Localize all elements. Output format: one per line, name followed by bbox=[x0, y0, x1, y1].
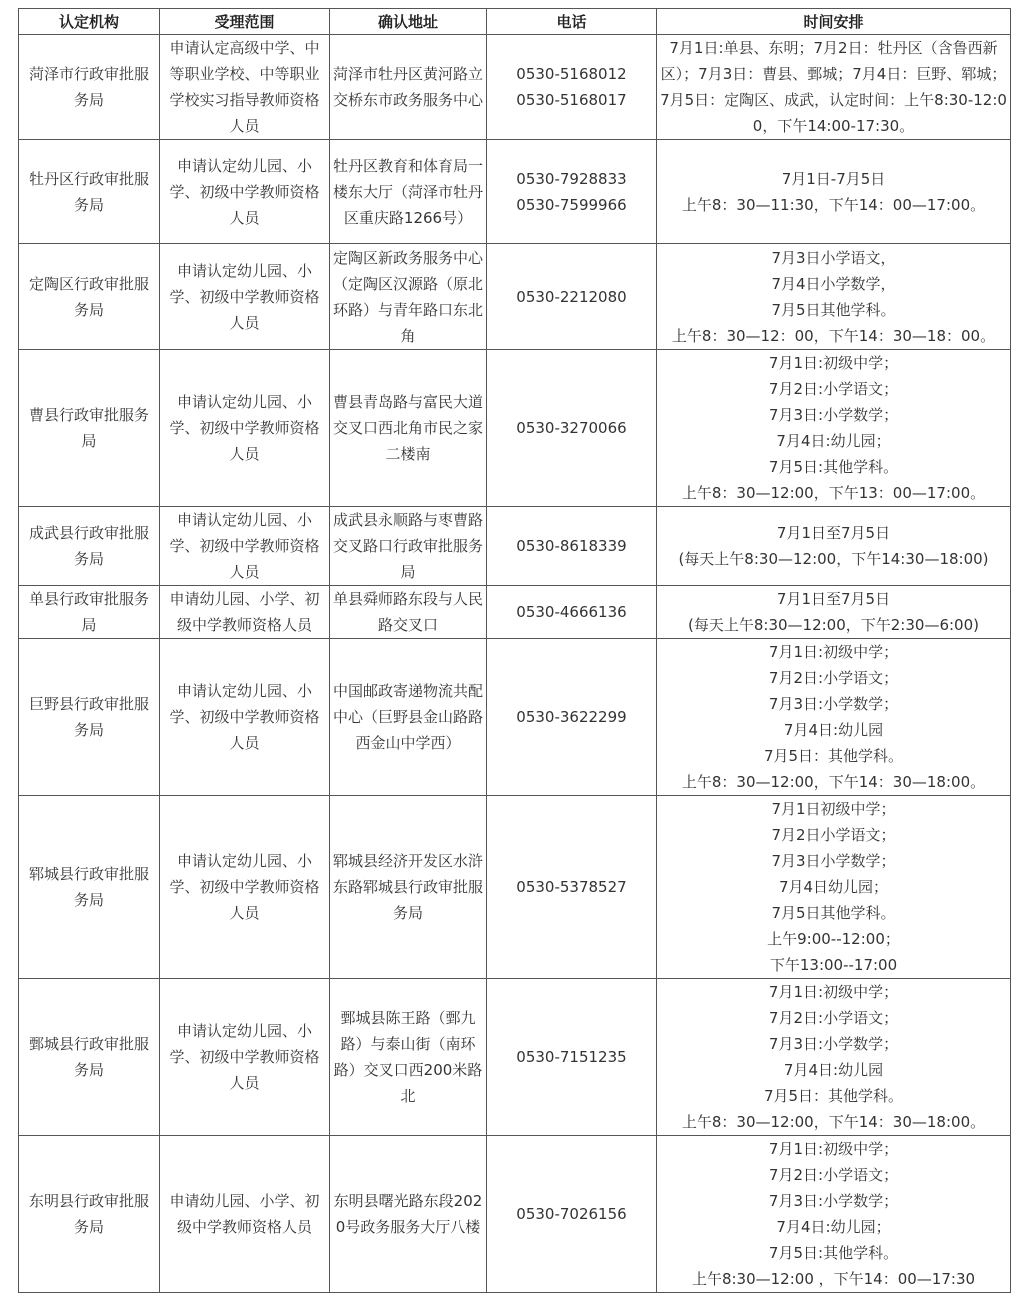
phone-number: 0530-3270066 bbox=[516, 419, 627, 437]
schedule-line: 7月2日:小学语文； bbox=[768, 380, 899, 398]
schedule-line: 7月2日:小学语文； bbox=[768, 669, 899, 687]
cell-scope: 申请认定幼儿园、小学、初级中学教师资格人员 bbox=[160, 979, 330, 1136]
cell-scope: 申请幼儿园、小学、初级中学教师资格人员 bbox=[160, 1136, 330, 1293]
phone-number: 0530-5378527 bbox=[516, 878, 627, 896]
table-row bbox=[19, 140, 1011, 244]
schedule-line: 上午8:30—12:00 ，下午14：00—17:30 bbox=[691, 1270, 976, 1288]
schedule-line: 7月1日:初级中学； bbox=[768, 983, 899, 1001]
schedule-line: 7月1日:初级中学； bbox=[768, 1140, 899, 1158]
cell-org: 成武县行政审批服务局 bbox=[19, 507, 160, 586]
schedule-line: 7月1日至7月5日 bbox=[776, 524, 891, 542]
table-row bbox=[19, 35, 1011, 140]
phone-number: 0530-3622299 bbox=[516, 708, 627, 726]
schedule-line: 7月5日:其他学科。 bbox=[768, 1244, 899, 1262]
cell-org: 巨野县行政审批服务局 bbox=[19, 639, 160, 796]
header-row bbox=[19, 9, 1011, 35]
schedule-line: 7月2日:小学语文； bbox=[768, 1166, 899, 1184]
schedule-line: 7月3日:小学数学； bbox=[768, 1035, 899, 1053]
header-phone: 电话 bbox=[487, 9, 657, 35]
cell-phone bbox=[487, 35, 657, 140]
cell-scope: 申请认定幼儿园、小学、初级中学教师资格人员 bbox=[160, 140, 330, 244]
phone-number: 0530-7928833 bbox=[516, 169, 627, 188]
table-header bbox=[19, 9, 1011, 35]
schedule-line: 上午9:00--12:00； bbox=[767, 930, 900, 948]
schedule-line: 7月1日初级中学； bbox=[771, 800, 896, 818]
schedule-line: 7月4日:幼儿园 bbox=[783, 1061, 884, 1079]
header-schedule: 时间安排 bbox=[657, 9, 1011, 35]
schedule-line: 7月5日：其他学科。 bbox=[763, 1087, 904, 1105]
cell-address: 东明县曙光路东段2020号政务服务大厅八楼 bbox=[330, 1136, 487, 1293]
cell-address: 成武县永顺路与枣曹路交叉路口行政审批服务局 bbox=[330, 507, 487, 586]
cell-schedule bbox=[657, 586, 1011, 639]
schedule-line: 7月4日幼儿园； bbox=[778, 878, 889, 896]
cell-phone bbox=[487, 350, 657, 507]
cell-schedule bbox=[657, 979, 1011, 1136]
schedule-line: 7月4日:幼儿园； bbox=[776, 1218, 891, 1236]
table-row bbox=[19, 796, 1011, 979]
cell-org: 菏泽市行政审批服务局 bbox=[19, 35, 160, 140]
schedule-line: 7月1日至7月5日 bbox=[776, 590, 891, 608]
cell-org: 单县行政审批服务局 bbox=[19, 586, 160, 639]
cell-scope: 申请认定幼儿园、小学、初级中学教师资格人员 bbox=[160, 507, 330, 586]
cell-address: 中国邮政寄递物流共配中心（巨野县金山路路西金山中学西） bbox=[330, 639, 487, 796]
schedule-line: 7月1日:单县、东明；7月2日：牡丹区（含鲁西新区）；7月3日：曹县、鄄城；7月4日：巨野、郓城；7月5日：定陶区、成武，认定时间：上午8:30-12:00，下午14:00-17:30。 bbox=[660, 39, 1007, 135]
cell-schedule bbox=[657, 140, 1011, 244]
schedule-line: 下午13:00--17:00 bbox=[769, 956, 898, 974]
cell-scope: 申请幼儿园、小学、初级中学教师资格人员 bbox=[160, 586, 330, 639]
cell-address: 郓城县经济开发区水浒东路郓城县行政审批服务局 bbox=[330, 796, 487, 979]
header-address: 确认地址 bbox=[330, 9, 487, 35]
schedule-line: 7月3日小学数学； bbox=[771, 852, 896, 870]
table-row bbox=[19, 979, 1011, 1136]
phone-number: 0530-4666136 bbox=[516, 603, 627, 621]
schedule-line: 7月1日:初级中学； bbox=[768, 643, 899, 661]
cell-schedule bbox=[657, 35, 1011, 140]
cell-schedule bbox=[657, 350, 1011, 507]
cell-scope: 申请认定幼儿园、小学、初级中学教师资格人员 bbox=[160, 244, 330, 350]
schedule-line: 上午8：30—12:00，下午14：30—18:00。 bbox=[681, 1113, 986, 1131]
phone-number: 0530-7151235 bbox=[516, 1048, 627, 1066]
phone-number: 0530-8618339 bbox=[516, 537, 627, 555]
cell-org: 东明县行政审批服务局 bbox=[19, 1136, 160, 1293]
cell-phone bbox=[487, 244, 657, 350]
cell-scope: 申请认定高级中学、中等职业学校、中等职业学校实习指导教师资格人员 bbox=[160, 35, 330, 140]
cell-address: 单县舜师路东段与人民路交叉口 bbox=[330, 586, 487, 639]
cell-phone bbox=[487, 639, 657, 796]
schedule-line: 7月1日:初级中学； bbox=[768, 354, 899, 372]
cell-org: 定陶区行政审批服务局 bbox=[19, 244, 160, 350]
phone-number: 0530-7599966 bbox=[516, 195, 627, 214]
schedule-line: 7月5日其他学科。 bbox=[771, 904, 896, 922]
schedule-line: (每天上午8:30—12:00，下午2:30—6:00) bbox=[688, 616, 979, 634]
table-body bbox=[19, 35, 1011, 1293]
phone-number: 0530-5168012 bbox=[516, 65, 627, 83]
cell-schedule bbox=[657, 244, 1011, 350]
table-row bbox=[19, 1136, 1011, 1293]
header-scope: 受理范围 bbox=[160, 9, 330, 35]
cell-address: 曹县青岛路与富民大道交叉口西北角市民之家二楼南 bbox=[330, 350, 487, 507]
cell-address: 鄄城县陈王路（鄄九路）与泰山街（南环路）交叉口西200米路北 bbox=[330, 979, 487, 1136]
schedule-line: 7月4日:幼儿园 bbox=[783, 721, 884, 739]
schedule-line: 7月3日:小学数学； bbox=[768, 406, 899, 424]
schedule-line: (每天上午8:30—12:00，下午14:30—18:00) bbox=[678, 550, 989, 568]
cell-schedule bbox=[657, 639, 1011, 796]
phone-number: 0530-7026156 bbox=[516, 1205, 627, 1223]
cell-phone bbox=[487, 979, 657, 1136]
schedule-line: 上午8：30—12:00，下午13：00—17:00。 bbox=[681, 484, 986, 502]
cell-org: 曹县行政审批服务局 bbox=[19, 350, 160, 507]
schedule-line: 7月5日:其他学科。 bbox=[768, 458, 899, 476]
schedule-line: 7月5日：其他学科。 bbox=[763, 747, 904, 765]
schedule-line: 7月2日小学语文； bbox=[771, 826, 896, 844]
cell-schedule bbox=[657, 507, 1011, 586]
schedule-line: 7月3日小学语文， bbox=[771, 248, 896, 267]
cell-org: 鄄城县行政审批服务局 bbox=[19, 979, 160, 1136]
cell-address: 菏泽市牡丹区黄河路立交桥东市政务服务中心 bbox=[330, 35, 487, 140]
cell-scope: 申请认定幼儿园、小学、初级中学教师资格人员 bbox=[160, 350, 330, 507]
cell-org: 牡丹区行政审批服务局 bbox=[19, 140, 160, 244]
cell-address: 定陶区新政务服务中心（定陶区汉源路（原北环路）与青年路口东北角 bbox=[330, 244, 487, 350]
schedule-line: 7月3日:小学数学； bbox=[768, 1192, 899, 1210]
table-row bbox=[19, 244, 1011, 350]
cell-phone bbox=[487, 1136, 657, 1293]
schedule-line: 7月1日-7月5日 bbox=[781, 169, 886, 188]
schedule-line: 7月4日小学数学， bbox=[771, 274, 896, 293]
cell-org: 郓城县行政审批服务局 bbox=[19, 796, 160, 979]
table-row bbox=[19, 507, 1011, 586]
cell-scope: 申请认定幼儿园、小学、初级中学教师资格人员 bbox=[160, 796, 330, 979]
schedule-line: 7月5日其他学科。 bbox=[771, 300, 896, 319]
schedule-line: 上午8：30—12：00，下午14：30—18：00。 bbox=[671, 326, 996, 345]
schedule-line: 7月3日:小学数学； bbox=[768, 695, 899, 713]
cell-schedule bbox=[657, 1136, 1011, 1293]
phone-number: 0530-5168017 bbox=[516, 91, 627, 109]
phone-number: 0530-2212080 bbox=[516, 287, 627, 306]
cell-phone bbox=[487, 507, 657, 586]
cell-phone bbox=[487, 586, 657, 639]
table-row bbox=[19, 350, 1011, 507]
cell-address: 牡丹区教育和体育局一楼东大厅（菏泽市牡丹区重庆路1266号） bbox=[330, 140, 487, 244]
schedule-line: 7月4日:幼儿园； bbox=[776, 432, 891, 450]
schedule-line: 上午8：30—12:00，下午14：30—18:00。 bbox=[681, 773, 986, 791]
cell-phone bbox=[487, 140, 657, 244]
schedule-line: 上午8：30—11:30，下午14：00—17:00。 bbox=[681, 195, 986, 214]
certification-schedule-table bbox=[18, 8, 1011, 1293]
header-org: 认定机构 bbox=[19, 9, 160, 35]
schedule-line: 7月2日:小学语文； bbox=[768, 1009, 899, 1027]
table-row bbox=[19, 639, 1011, 796]
cell-phone bbox=[487, 796, 657, 979]
table-row bbox=[19, 586, 1011, 639]
cell-schedule bbox=[657, 796, 1011, 979]
cell-scope: 申请认定幼儿园、小学、初级中学教师资格人员 bbox=[160, 639, 330, 796]
